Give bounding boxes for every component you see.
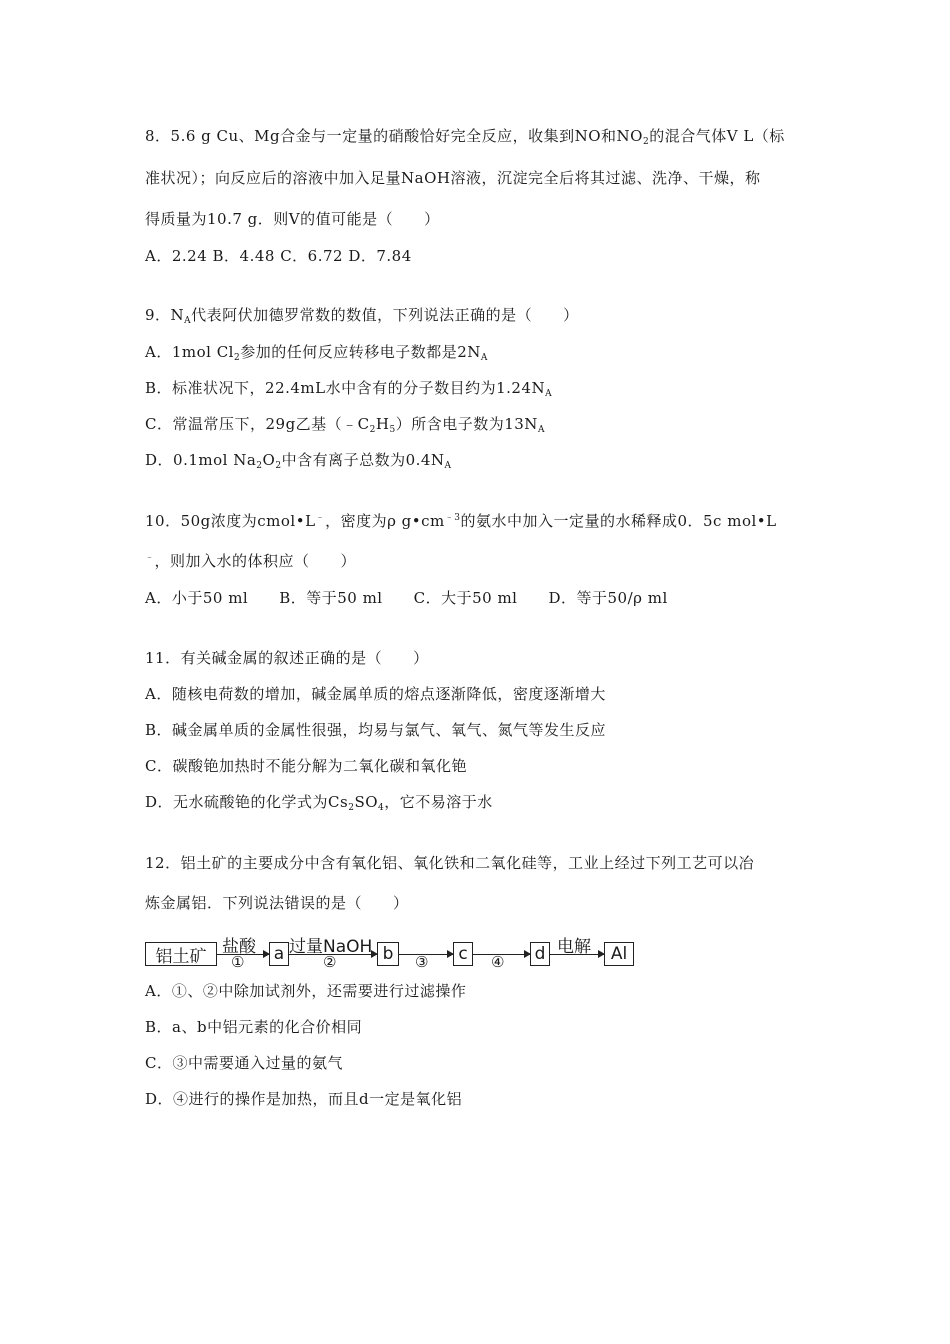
- q12-option-c: C．③中需要通入过量的氨气: [145, 1054, 343, 1072]
- q11-option-a: A．随核电荷数的增加，碱金属单质的熔点逐渐降低，密度逐渐增大: [145, 685, 606, 703]
- q11-option-b: B．碱金属单质的金属性很强，均易与氯气、氧气、氮气等发生反应: [145, 721, 607, 739]
- q11-stem: 11．有关碱金属的叙述正确的是（ ）: [145, 649, 429, 667]
- flow-label-step-4: ④: [491, 953, 505, 971]
- q8-stem-line1: 8．5.6 g Cu、Mg合金与一定量的硝酸恰好完全反应，收集到NO和$NO_2$的混合气体V L（标: [145, 127, 785, 147]
- q8-stem-line3: 得质量为10.7 g．则V的值可能是（ ）: [145, 210, 440, 228]
- flow-label-electrolysis: 电解: [557, 937, 591, 957]
- q11-option-d: D．无水硫酸铯的化学式为$Cs_2SO_4$，它不易溶于水: [145, 793, 493, 813]
- q9-option-d: D．0.1mol $Na_2O_2$中含有离子总数为$0.4N_A$: [145, 451, 452, 471]
- flow-box-b: b: [377, 942, 399, 966]
- q10-stem-line2: ﹣，则加入水的体积应（ ）: [145, 552, 357, 570]
- q12-option-a: A．①、②中除加试剂外，还需要进行过滤操作: [145, 982, 467, 1000]
- flow-box-d: d: [530, 942, 550, 966]
- flow-label-step-1: ①: [231, 953, 245, 971]
- q9-option-c: C．常温常压下，29g乙基$(﹣C_2H_5)$所含电子数为$13N_A$: [145, 415, 545, 435]
- flow-box-c: c: [453, 942, 473, 966]
- flow-box-a: a: [269, 942, 289, 966]
- q8-stem-line2: 准状况）；向反应后的溶液中加入足量NaOH溶液，沉淀完全后将其过滤、洗净、干燥，称: [145, 169, 761, 187]
- q12-stem-line1: 12．铝土矿的主要成分中含有氧化铝、氧化铁和二氧化硅等，工业上经过下列工艺可以冶: [145, 854, 755, 872]
- q10-options: A．小于50 ml B．等于50 ml C．大于50 ml D．等于50/ρ ml: [145, 589, 668, 607]
- flow-label-reagent-1: 盐酸: [222, 937, 256, 957]
- q9-stem: 9．$N_A$代表阿伏加德罗常数的数值，下列说法正确的是（ ）: [145, 306, 579, 326]
- q9-option-b: B．标准状况下，22.4mL水中含有的分子数目约为$1.24N_A$: [145, 379, 553, 399]
- q11-option-c: C．碳酸铯加热时不能分解为二氧化碳和氧化铯: [145, 757, 467, 775]
- q9-option-a: A．1mol $Cl_2$参加的任何反应转移电子数都是$2N_A$: [145, 343, 488, 363]
- q10-stem-line1: 10．50g浓度为cmol•L﹣，密度为ρ $g•cm^{﹣3}$的氨水中加入一定量的水稀释成0．5c mol•L: [145, 512, 777, 530]
- q12-option-d: D．④进行的操作是加热，而且d一定是氧化铝: [145, 1090, 463, 1108]
- q8-options: A．2.24 B．4.48 C．6.72 D．7.84: [145, 247, 412, 265]
- flow-label-step-3: ③: [415, 953, 429, 971]
- flow-box-bauxite: 铝土矿: [145, 942, 217, 966]
- q12-stem-line2: 炼金属铝．下列说法错误的是（ ）: [145, 894, 409, 912]
- flow-box-al: Al: [604, 942, 634, 966]
- flow-label-reagent-2: 过量NaOH: [289, 937, 373, 957]
- flow-label-step-2: ②: [323, 953, 337, 971]
- q12-option-b: B．a、b中铝元素的化合价相同: [145, 1018, 363, 1036]
- q12-process-flow-diagram: [145, 932, 645, 972]
